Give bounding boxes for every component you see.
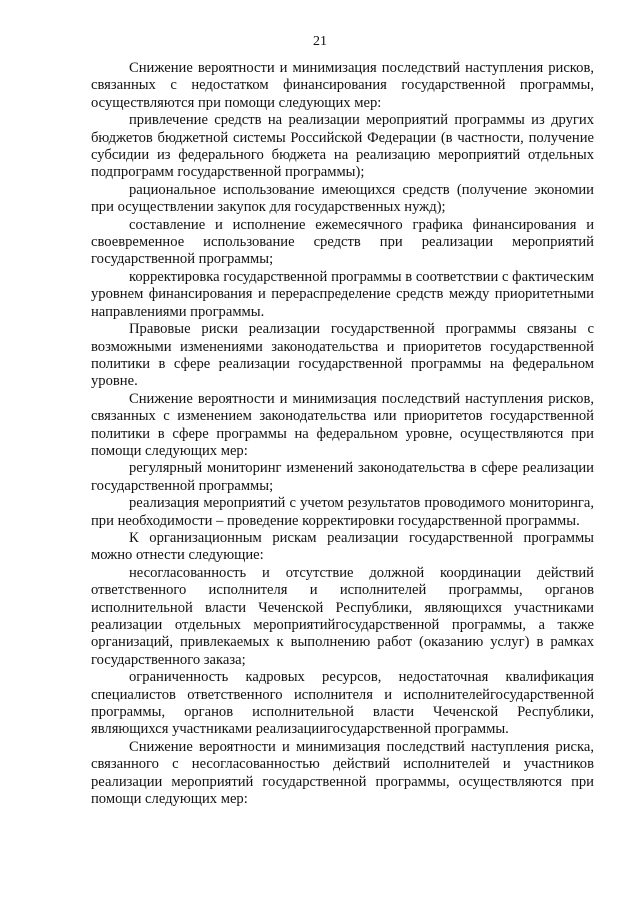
paragraph: Снижение вероятности и минимизация последствий наступления риска, связанного с несогласованностью действий исполнителей и участников реализации мероприятий государственной программы, осуществляются при помощи следующих мер:	[91, 738, 594, 808]
paragraph: Снижение вероятности и минимизация последствий наступления рисков, связанных с недостатком финансирования государственной программы, осуществляются при помощи следующих мер:	[91, 60, 594, 111]
paragraph: ограниченность кадровых ресурсов, недостаточная квалификация специалистов ответственного исполнителя и исполнителейгосударственной программы, органов исполнительной власти Чеченской Республики, являющихся участниками реализациигосударственной программы.	[91, 669, 594, 738]
paragraph: несогласованность и отсутствие должной координации действий ответственного исполнителя и исполнителей программы, органов исполнительной власти Чеченской Республики, являющихся участниками реализации отдельных мероприятийгосударственной программы, а также организаций, привлекаемых к выполнению работ (оказанию услуг) в рамках государственного заказа;	[91, 564, 594, 668]
paragraph: Снижение вероятности и минимизация последствий наступления рисков, связанных с изменением законодательства или приоритетов государственной политики в сфере программы на федеральном уровне, осуществляются при помощи следующих мер:	[91, 390, 594, 459]
body-text	[91, 60, 594, 808]
paragraph: рациональное использование имеющихся средств (получение экономии при осуществлении закупок для государственных нужд);	[91, 181, 594, 216]
paragraph: регулярный мониторинг изменений законодательства в сфере реализации государственной программы;	[91, 460, 594, 494]
page-number: 21	[313, 34, 327, 49]
paragraph: реализация мероприятий с учетом результатов проводимого мониторинга, при необходимости – проведение корректировки государственной программы.	[91, 495, 594, 529]
paragraph: К организационным рискам реализации государственной программы можно отнести следующие:	[91, 529, 594, 564]
paragraph: привлечение средств на реализации мероприятий программы из других бюджетов бюджетной системы Российской Федерации (в частности, получение субсидии из федерального бюджета на реализацию мероприятий отдельных подпрограмм государственной программы);	[91, 112, 594, 181]
paragraph: Правовые риски реализации государственной программы связаны с возможными изменениями законодательства и приоритетов государственной политики в сфере реализации государственной программы на федеральном уровне.	[91, 321, 594, 390]
paragraph: составление и исполнение ежемесячного графика финансирования и своевременное использование средств при реализации мероприятий государственной программы;	[91, 216, 594, 268]
paragraph: корректировка государственной программы в соответствии с фактическим уровнем финансирования и перераспределение средств между приоритетными направлениями программы.	[91, 268, 594, 320]
